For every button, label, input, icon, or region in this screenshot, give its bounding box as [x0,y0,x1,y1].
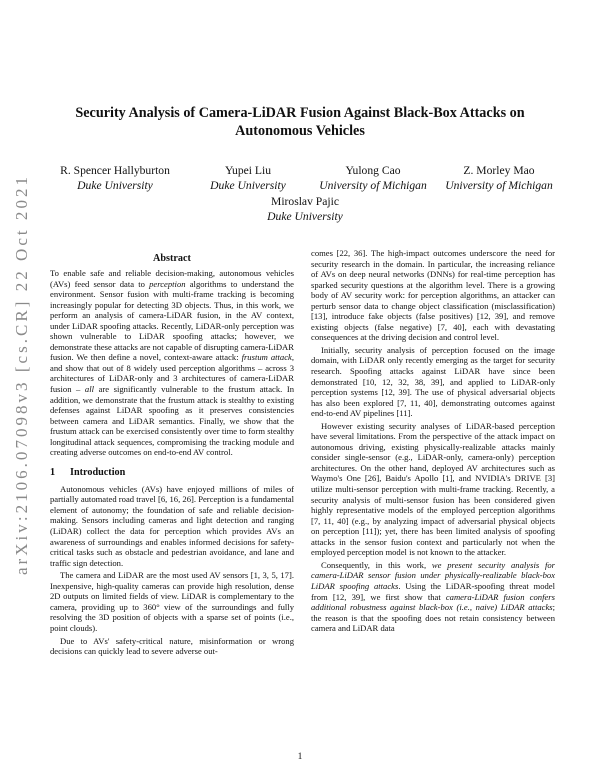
abstract-text: To enable safe and reliable decision-making, autonomous vehicles (AVs) feed sensor data to perception algorithms to understand the environment. Sensor fusion with multi-frame tracking is becoming increasingly popular for detecting 3D objects. Thus, in this work, we perform an analysis of camera-LiDAR fusion, in the AV context, under LiDAR spoofing attacks. Recently, LiDAR-only perception was shown vulnerable to LiDAR spoofing attacks; however, we demonstrate these attacks are not capable of disrupting camera-LiDAR fusion. We then define a novel, context-aware attack: frustum attack, and show that out of 8 widely used perception algorithms – across 3 architectures of LiDAR-only and 3 architectures of camera-LiDAR fusion – all are significantly vulnerable to the frustum attack. In addition, we demonstrate that the frustum attack is stealthy to existing defenses against LiDAR spoofing as it preserves consistencies between camera and LiDAR semantics. Finally, we show that the frustum attack can be exercised consistently over time to form stealthy longitudinal attack sequences, compromising the tracking module and creating adverse outcomes on end-to-end AV control. [50,268,294,458]
arxiv-stamp-text: arXiv:2106.07098v3 [cs.CR] 22 Oct 2021 [12,177,31,575]
section-heading-introduction: 1 Introduction [50,466,126,478]
author-affiliation: University of Michigan [319,179,427,192]
paper-title [60,104,540,140]
author-name: Yupei Liu [224,164,272,177]
author-name: Miroslav Pajic [271,195,339,208]
arxiv-stamp-graphic [2,175,36,575]
author-5 [230,194,380,224]
author-name: Yulong Cao [345,164,401,177]
author-3 [302,163,444,193]
author-name: R. Spencer Hallyburton [60,164,170,177]
right-paragraph-1: comes [22, 36]. The high-impact outcomes underscore the need for security research in the domain. In particular, the increasing reliance of AVs on deep neural networks (DNNs) for real-time perception has sparked security questions at the algorithm level. There is a growing body of AV security work: for perception algorithms, an attacker can perturb sensor data to change object classification (misclassification) [13], introduce fake objects (false positives) [12, 39], and remove existing objects (false negative) [7, 40], each with devastating consequences at the driving decision and control level. [311,248,555,343]
abstract-heading: Abstract [153,253,191,264]
right-paragraph-3: However existing security analyses of LiDAR-based perception have several limitations. From the perspective of the attack impact on autonomous driving, existing physically-realizable attacks mainly consider single-sensor (e.g., LiDAR-only, camera-only) perception architectures. On the other hand, deployed AV architectures such as Waymo's One [26], Baidu's Apollo [1], and NVIDIA's DRIVE [3] utilize multi-sensor perception with multi-frame tracking. Recently, a security analysis of multi-sensor fusion has been considered given highly representative models of the employed perception algorithms [7, 11, 40] (e.g., by analyzing impact of adversarial physical objects on perception [11]); yet, there has been limited analysis of spoofing attacks in the sensor fusion context and particularly not when the employed perception model is not known to the attacker. [311,420,555,558]
intro-paragraph-3: Due to AVs' safety-critical nature, misinformation or wrong decisions can quickly lead to severe adverse out- [50,635,294,657]
intro-paragraph-1: Autonomous vehicles (AVs) have enjoyed millions of miles of partially automated road travel [6, 16, 26]. Perception is a fundamental element of autonomy; the foundation of safe and reliable decision-making. Sensors including cameras and light detection and ranging (LiDAR) collect the data for perception which provides AVs an awareness of surroundings and enables informed decisions for safety-critical tasks such as obstacle and pedestrian avoidance, and lane and traffic sign detection. [50,483,294,568]
author-affiliation: Duke University [267,210,343,223]
intro-paragraph-2: The camera and LiDAR are the most used AV sensors [1, 3, 5, 17]. Inexpensive, high-quality cameras can provide high resolution, dense 2D outputs on limited fields of view. LiDAR is complementary to the camera, providing up to 360° view of the surroundings and fully resolving the 3D position of objects with a sparse set of points (i.e., point clouds). [50,570,294,633]
title-line-1: Security Analysis of Camera-LiDAR Fusion Against Black-Box Attacks on [75,105,525,121]
title-line-2: Autonomous Vehicles [235,123,365,139]
right-column [311,248,555,636]
arxiv-stamp [2,175,36,575]
author-1 [40,163,190,193]
right-paragraph-4: Consequently, in this work, we present security analysis for camera-LiDAR sensor fusion under physically-realizable black-box LiDAR spoofing attacks. Using the LiDAR-spoofing threat model from [12, 39], we first show that camera-LiDAR fusion confers additional robustness against black-box (i.e., naive) LiDAR attacks; the reason is that the spoofing does not retain consistency between camera and LiDAR data [311,559,555,634]
author-affiliation: Duke University [210,179,286,192]
left-column [50,253,294,659]
right-paragraph-2: Initially, security analysis of perception focused on the image domain, with LiDAR only recently emerging as the target for security research. Spoofing attacks against LiDAR have since been demonstrated [10, 12, 32, 38, 39], and applied to LiDAR-only perception systems [12, 39]. The use of physical adversarial objects has also been explored [7, 11, 40], demonstrating outcomes against end-to-end AV pipelines [11]. [311,344,555,419]
page-number: 1 [297,752,303,762]
author-4 [428,163,570,193]
author-affiliation: University of Michigan [445,179,553,192]
author-2 [188,163,308,193]
author-affiliation: Duke University [77,179,153,192]
author-name: Z. Morley Mao [463,164,535,177]
